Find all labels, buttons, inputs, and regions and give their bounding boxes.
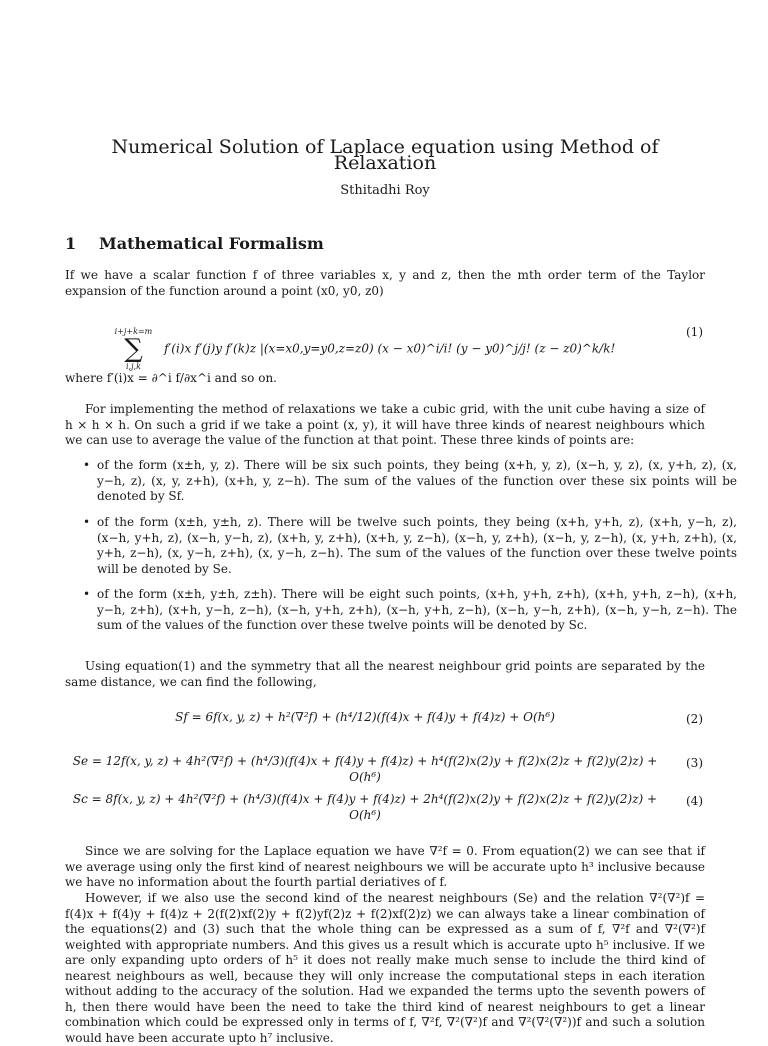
paragraph-accuracy: However, if we also use the second kind of the nearest neighbours (Se) and the relation ∇²(∇²)f = f(4)x + f(4)y + f(4)z + 2(f(2)xf(2)y + f(2)yf(2)z + f(2)xf(2)z) we can always take a linear combination of the equations(2) and (3) such that the whole thing can be expressed as a sum of f, ∇²f and ∇²(∇²)f weighted with appropriate numbers. And this gives us a result which is accurate upto h⁵ inclusive. If we are only expanding upto orders of h⁵ it does not really make much sense to include the third kind of nearest neighbours as well, because they will only increase the computational steps in each iteration without adding to the accuracy of the solution. Had we expanded the terms upto the seventh powers of h, then there would have been the need to take the third kind of nearest neighbours to get a linear combination which could be expressed only in terms of f, ∇²f, ∇²(∇²)f and ∇²(∇²(∇²))f and such a solution would have been accurate upto h⁷ inclusive.: [65, 891, 705, 1045]
sum-lower-limit: i,j,k: [125, 362, 141, 371]
author-name: Sthitadhi Roy: [340, 183, 430, 198]
section-title: Mathematical Formalism: [99, 234, 324, 253]
bullet-list: [65, 587, 737, 634]
summation-symbol: i+j+k=m ∑ i,j,k: [114, 327, 153, 371]
paragraph-symmetry: Using equation(1) and the symmetry that all the nearest neighbour grid points are separated by the same distance, we can find the following,: [65, 659, 705, 689]
bullet-face-neighbours: • of the form (x±h, y, z). There will be six such points, they being (x+h, y, z), (x−h, y, z), (x, y+h, z), (x, y−h, z), (x, y, z+h), (x+h, y, z−h). The sum of the values of the function over these six points will be denoted by Sf.: [97, 458, 737, 505]
equation-1-body: f′(i)x f′(j)y f′(k)z |(x=x0,y=y0,z=z0) (x − x0)^i/i! (y − y0)^j/j! (z − z0)^k/k!: [164, 341, 616, 356]
equation-3-body: Se = 12f(x, y, z) + 4h²(∇²f) + (h⁴/3)(f(4)x + f(4)y + f(4)z) + h⁴(f(2)x(2)y + f(2)x(2)z + f(2)y(2)z) + O(h⁶): [72, 754, 658, 784]
equation-2-body: Sf = 6f(x, y, z) + h²(∇²f) + (h⁴/12)(f(4)x + f(4)y + f(4)z) + O(h⁶): [175, 710, 555, 724]
equation-number: (2): [686, 712, 703, 726]
sum-upper-limit: i+j+k=m: [114, 327, 153, 336]
equation-number: (4): [686, 794, 703, 808]
paper-title: Numerical Solution of Laplace equation using Method of Relaxation: [111, 136, 659, 174]
equation-number: (1): [686, 325, 703, 339]
equation-4-body: Sc = 8f(x, y, z) + 4h²(∇²f) + (h⁴/3)(f(4)x + f(4)y + f(4)z) + 2h⁴(f(2)x(2)y + f(2)x(2)z + f(2)y(2)z) + O(h⁶): [72, 792, 658, 822]
equation-2: [65, 700, 705, 740]
equation-4: [65, 782, 705, 822]
bullet-list: [65, 515, 737, 577]
equation-number: (3): [686, 756, 703, 770]
bullet-list: [65, 458, 737, 505]
bullet-edge-neighbours: • of the form (x±h, y±h, z). There will be twelve such points, they being (x+h, y+h, z), (x+h, y−h, z), (x−h, y+h, z), (x−h, y−h, z), (x+h, y, z+h), (x+h, y, z−h), (x−h, y, z+h), (x−h, y, z−h), (x, y+h, z+h), (x, y+h, z−h), (x, y−h, z+h), (x, y−h, z−h). The sum of the values of the function over these twelve points will be denoted by Se.: [97, 515, 737, 577]
paragraph-laplace: Since we are solving for the Laplace equation we have ∇²f = 0. From equation(2) we can see that if we average using only the first kind of nearest neighbours we will be accurate upto h³ inclusive because we have no information about the fourth partial deriatives of f.: [65, 844, 705, 889]
paragraph-intro: If we have a scalar function f of three variables x, y and z, then the mth order term of the Taylor expansion of the function around a point (x0, y0, z0): [65, 268, 705, 298]
bullet-corner-neighbours: • of the form (x±h, y±h, z±h). There will be eight such points, (x+h, y+h, z+h), (x+h, y+h, z−h), (x+h, y−h, z+h), (x+h, y−h, z−h), (x−h, y+h, z+h), (x−h, y+h, z−h), (x−h, y−h, z+h), (x−h, y−h, z−h). The sum of the values of the function over these twelve points will be denoted by Sc.: [97, 587, 737, 634]
section-heading: [65, 236, 324, 252]
equation-3: [65, 744, 705, 784]
section-number: 1: [65, 234, 77, 253]
paragraph-relaxation: For implementing the method of relaxations we take a cubic grid, with the unit cube having a size of h × h × h. On such a grid if we take a point (x, y), it will have three kinds of nearest neighbours which we can use to average the value of the function at that point. These three kinds of points are:: [65, 402, 705, 447]
paragraph-where: where f′(i)x = ∂^i f/∂x^i and so on.: [65, 371, 277, 385]
equation-1: [65, 313, 705, 371]
